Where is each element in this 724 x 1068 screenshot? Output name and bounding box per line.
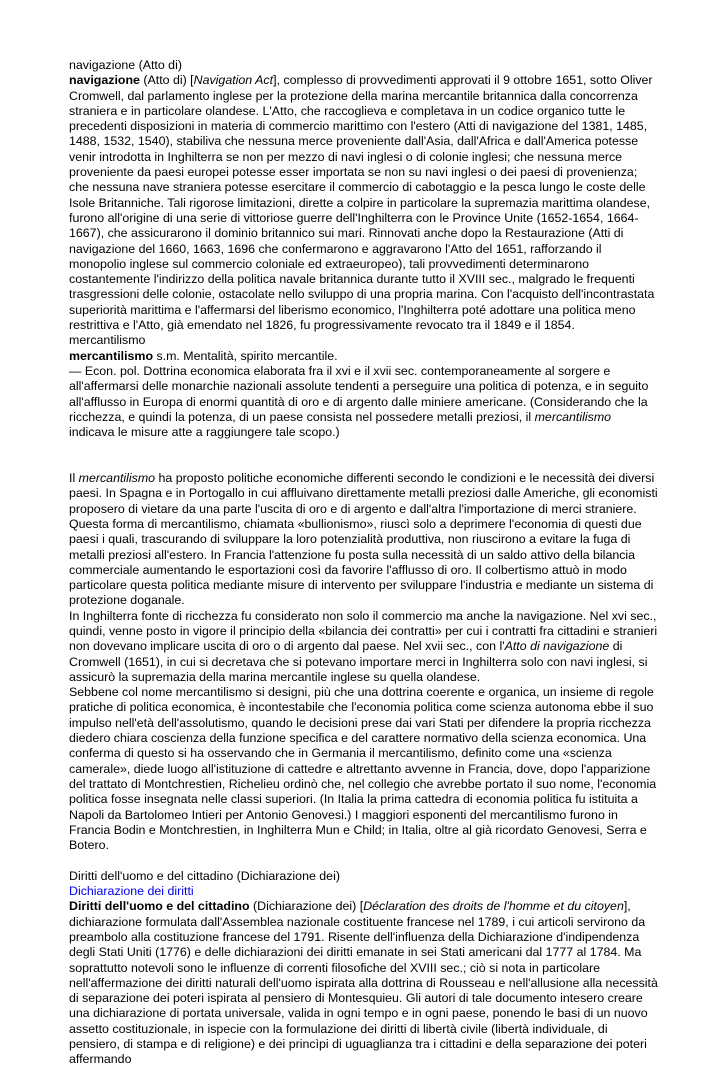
paragraph-gap [69, 853, 658, 868]
foreign-term: Navigation Act [193, 73, 274, 88]
entry-paragraph: navigazione (Atto di) [Navigation Act], complesso di provvedimenti approvati il 9 ottobre 1651, sotto Oliver Cromwell, dal parlamento inglese per la protezione della marina mercantile britannica dalla concorrenza straniera e in particolare olandese. L'Atto, che raccoglieva e completava in un codice organico tutte le precedenti disposizioni in materia di commercio marittimo con l'estero (Atti di navigazione del 1381, 1485, 1488, 1532, 1540), stabiliva che nessuna merce proveniente dall'Asia, dall'Africa e dall'America potesse venir introdotta in Inghilterra se non per mezzo di navi inglesi o di colonie inglesi; che nessuna merce proveniente da paesi europei potesse esser importata se non su navi inglesi o dei paesi di provenienza; che nessuna nave straniera potesse esercitare il commercio di cabotaggio e la pesca lungo le coste delle Isole Britanniche. Tali rigorose limitazioni, dirette a colpire in particolare la supremazia marittima olandese, furono all'origine di una serie di vittoriose guerre dell'Inghilterra con le Province Unite (1652-1654, 1664-1667), che assicurarono il dominio britannico sui mari. Rinnovati anche dopo la Restaurazione (Atti di navigazione del 1660, 1663, 1696 che confermarono e aggravarono l'Atto del 1651, rafforzando il monopolio inglese sul commercio coloniale ed extraeuropeo), tali provvedimenti determinarono costantemente l'indirizzo della politica navale britannica durante tutto il XVIII sec., malgrado le frequenti trasgressioni delle colonie, ostacolate nello sviluppo di una propria marina. Con l'acquisto dell'incontrastata superiorità marittima e l'affermarsi del liberismo economico, l'Inghilterra poté adottare una politica meno restrittiva e l'Atto, già emendato nel 1826, fu progressivamente revocato tra il 1849 e il 1854. [69, 73, 655, 333]
entry-diritti [69, 869, 658, 1068]
entry-heading: mercantilismo [69, 333, 146, 348]
entry-definition: mercantilismo s.m. Mentalità, spirito mercantile. [69, 348, 338, 363]
paragraph-gap [69, 440, 658, 455]
entry-heading: navigazione (Atto di) [69, 58, 182, 72]
entry-mercantilismo [69, 333, 658, 853]
paragraph-gap [69, 456, 658, 471]
entry-paragraph: Il mercantilismo ha proposto politiche economiche differenti secondo le condizioni e le necessità dei diversi paesi. In Spagna e in Portogallo in cui affluivano direttamente metalli preziosi dalle Americhe, gli economisti proposero di vietare da una parte l'uscita di oro e di argento e dall'altra l'importazione di merci straniere. Questa forma di mercantilismo, chiamata «bullionismo», riuscì solo a deprimere l'economia di questi due paesi i quali, trascurando di sviluppare la loro potenzialità produttiva, non riuscirono a evitare la fuga di metalli preziosi all'estero. In Francia l'attenzione fu posta sulla necessità di un saldo attivo della bilancia commerciale aumentando le esportazioni così da favorire l'afflusso di oro. Il colbertismo attuò in modo particolare questa politica mediante misure di intervento per sviluppare l'industria e mediante un sistema di protezione doganale. [69, 471, 658, 608]
entry-paragraph: Sebbene col nome mercantilismo si designi, più che una dottrina coerente e organica, un insieme di regole pratiche di politica economica, è incontestabile che l'economia politica come scienza autonoma ebbe il suo impulso nell'età dell'assolutismo, quando le decisioni prese dai vari Stati per difendere la propria ricchezza diedero chiara coscienza della funzione specifica e del carattere normativo della scienza economica. Una conferma di questo si ha osservando che in Germania il mercantilismo, definito come una «scienza camerale», diede luogo all'istituzione di cattedre e altrettanto avvenne in Francia, dove, dopo l'apparizione del trattato di Montchrestien, Richelieu ordinò che, nel collegio che avrebbe portato il suo nome, l'economia politica fosse insegnata nelle classi superiori. (In Italia la prima cattedra di economia politica fu istituita a Napoli da Bartolomeo Intieri per Antonio Genovesi.) I maggiori esponenti del mercantilismo furono in Francia Bodin e Montchrestien, in Inghilterra Mun e Child; in Italia, oltre al già ricordato Genovesi, Serra e Botero. [69, 685, 657, 853]
entry-term: mercantilismo [69, 348, 154, 363]
entry-term: navigazione [69, 73, 140, 88]
entry-paragraph: In Inghilterra fonte di ricchezza fu considerato non solo il commercio ma anche la navigazione. Nel xvi sec., quindi, venne posto in vigore il principio della «bilancia dei contratti» per cui i contratti fra cittadini e stranieri non dovevano implicare uscita di oro o di argento dal paese. Nel xvii sec., con l'Atto di navigazione di Cromwell (1651), in cui si decretava che si potevano importare merci in Inghilterra solo con navi inglesi, si assicurò la supremazia della marina mercantile inglese su quella olandese. [69, 608, 658, 684]
entry-heading: Diritti dell'uomo e del cittadino (Dichiarazione dei) [69, 868, 340, 883]
foreign-term: Déclaration des droits de l'homme et du citoyen [363, 899, 624, 914]
entry-paragraph: Diritti dell'uomo e del cittadino (Dichiarazione dei) [Déclaration des droits de l'homme et du citoyen], dichiarazione formulata dall'Assemblea nazionale costituente francese nel 1789, i cui articoli servirono da preambolo alla costituzione francese del 1791. Risente dell'influenza della Dichiarazione d'indipendenza degli Stati Uniti (1776) e delle dichiarazioni dei diritti emanate in sei Stati americani dal 1777 al 1784. Ma soprattutto notevoli sono le influenze di correnti filosofiche del XVIII sec.; ciò si nota in particolare nell'affermazione dei diritti naturali dell'uomo ispirata alla dottrina di Rousseau e nell'allusione alla necessità di separazione dei poteri ispirata al pensiero di Montesquieu. Gli autori di tale documento intesero creare una dichiarazione di portata universale, valida in ogni tempo e in ogni paese, ponendo le basi di un nuovo assetto costituzionale, in ispecie con la formulazione dei diritti di libertà civile (libertà individuale, di pensiero, di stampa e di religione) e dei princìpi di uguaglianza tra i cittadini e della separazione dei poteri affermando [69, 899, 658, 1067]
entry-navigazione [69, 58, 658, 333]
entry-paragraph: — Econ. pol. Dottrina economica elaborata fra il xvi e il xvii sec. contemporaneamente al sorgere e all'affermarsi delle monarchie nazionali assolute tendenti a perseguire una politica di potenza, e in seguito all'afflusso in Europa di enormi quantità di oro e di argento dalle miniere americane. (Considerando che la ricchezza, e quindi la potenza, di un paese consista nel possedere metalli preziosi, il mercantilismo indicava le misure atte a raggiungere tale scopo.) [69, 363, 649, 440]
entry-term: Diritti dell'uomo e del cittadino [69, 899, 250, 914]
related-link[interactable]: Dichiarazione dei diritti [69, 884, 194, 899]
